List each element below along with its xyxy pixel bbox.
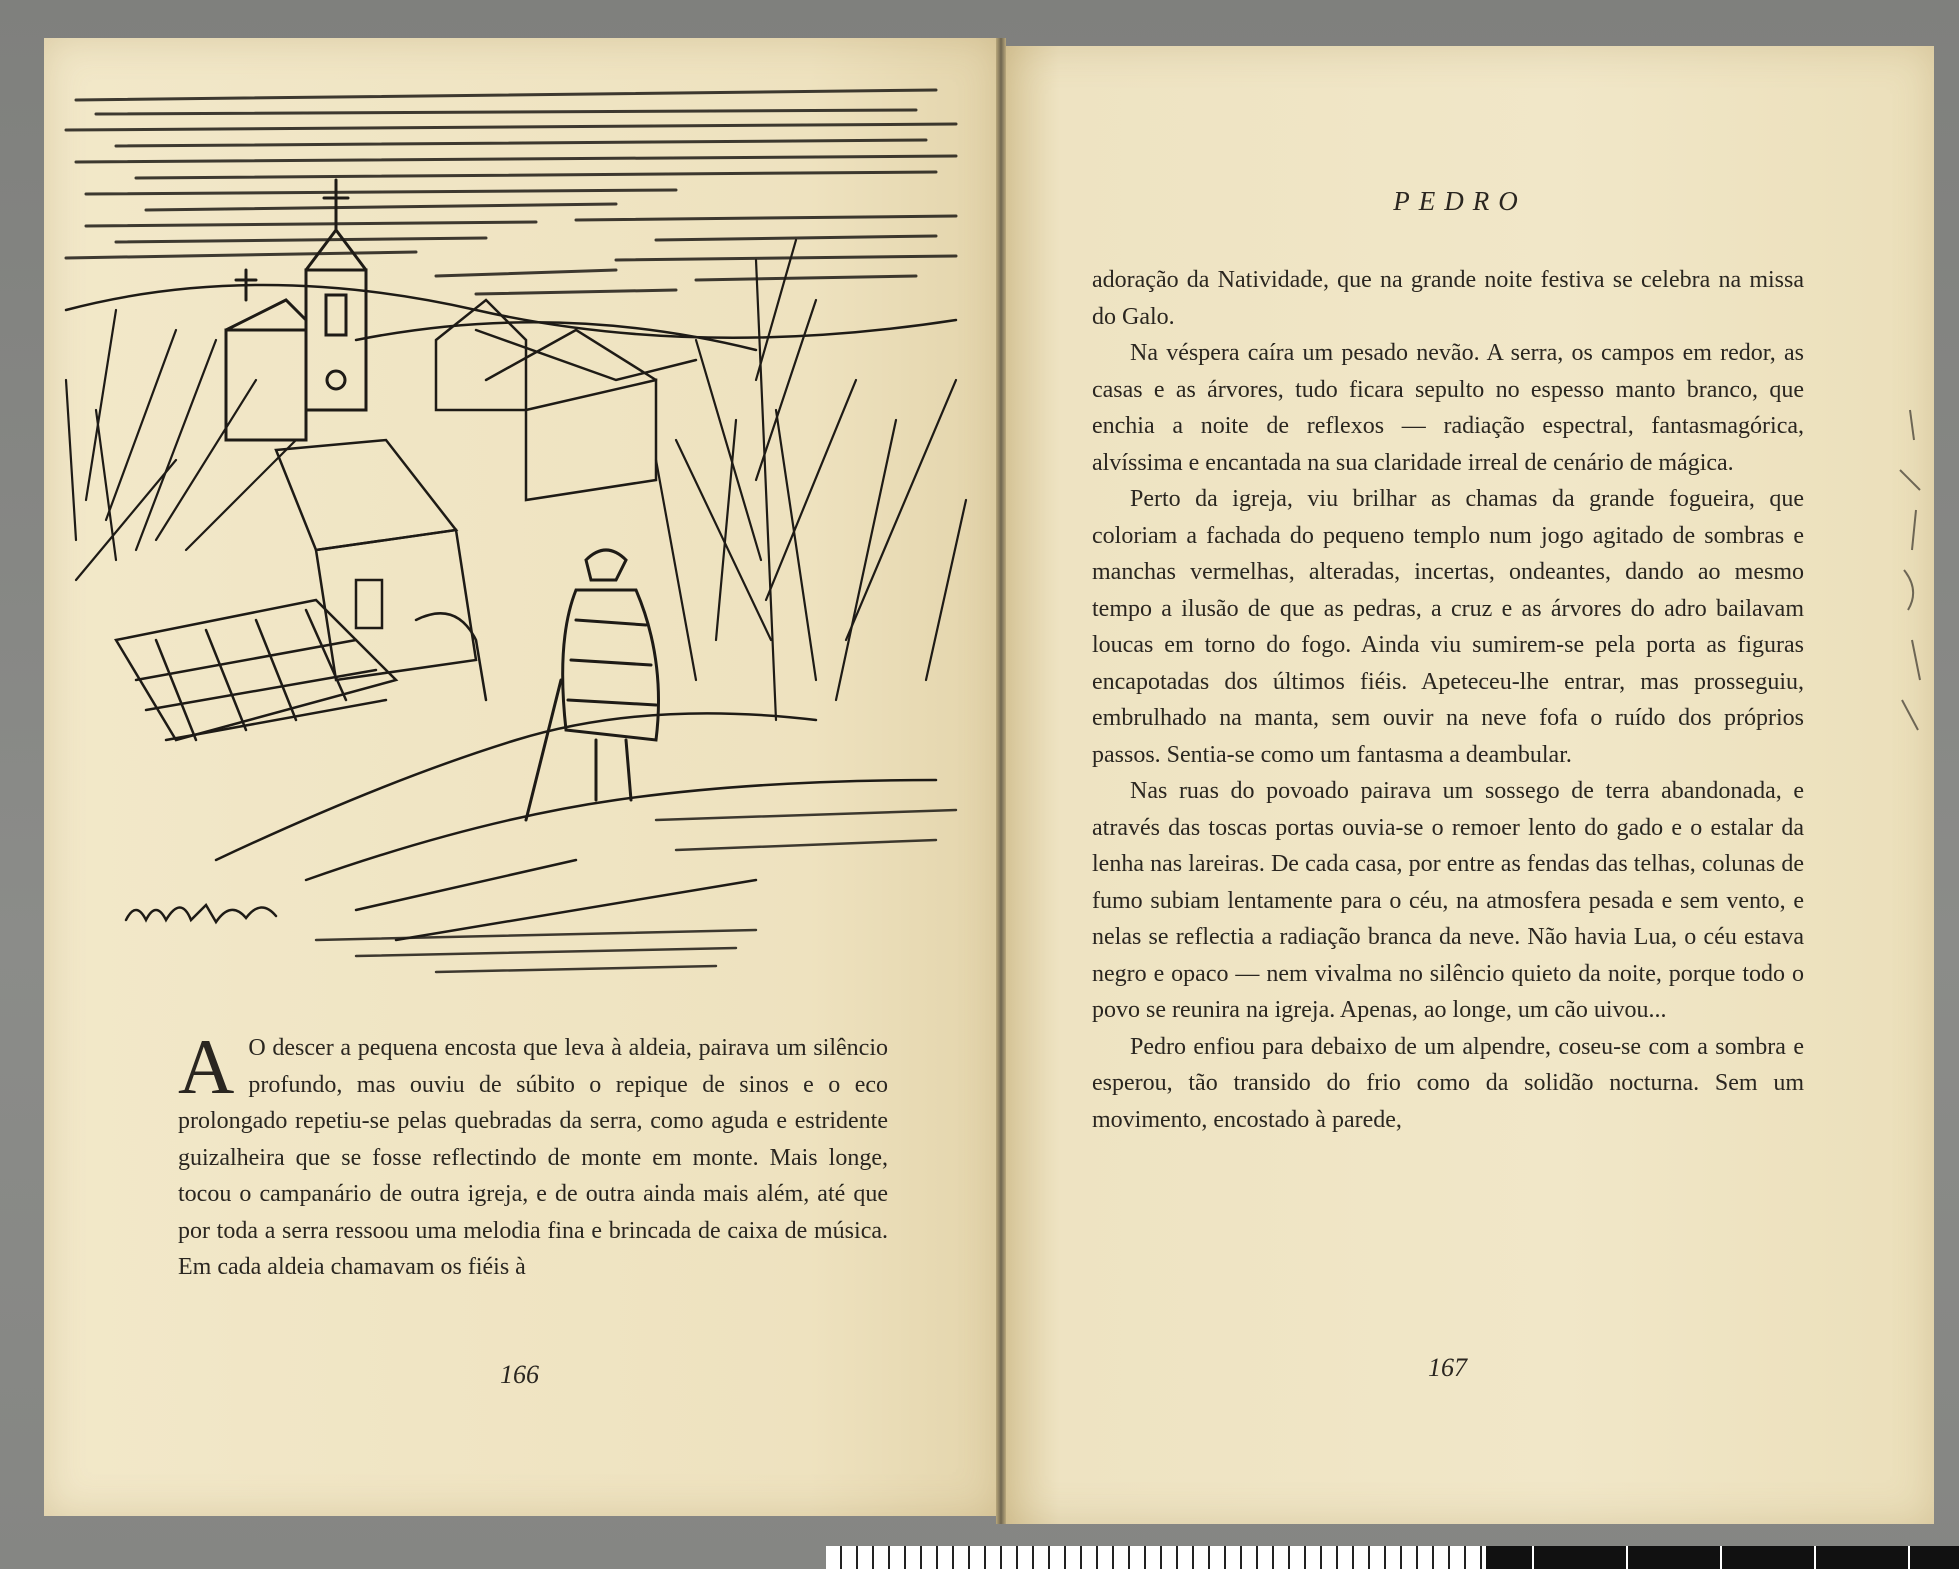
right-page-text xyxy=(1092,262,1804,1138)
village-sketch-illustration xyxy=(56,80,986,980)
running-head: PEDRO xyxy=(1393,186,1527,216)
right-paragraph-1: adoração da Natividade, que na grande noite festiva se celebra na missa do Galo. xyxy=(1092,267,1804,330)
right-paragraph-2: Na véspera caíra um pesado nevão. A serra, os campos em redor, as casas e as árvores, tudo ficara sepulto no espesso manto branco, que enchia a noite de reflexos — radiação espectral, fantasmagórica, alvíssima e encantada na sua claridade irreal de cenário de mágica. xyxy=(1092,340,1804,476)
scale-bar-dark-section xyxy=(1486,1546,1959,1569)
page-number-left: 166 xyxy=(500,1360,539,1389)
page-number-right: 167 xyxy=(1428,1353,1467,1382)
church-sketch xyxy=(226,180,366,440)
right-paragraph-4: Nas ruas do povoado pairava um sossego de terra abandonada, e através das toscas portas ouvia-se o remoer lento do gado e o estalar da lenha nas lareiras. De cada casa, por entre as fendas das telhas, colunas de fumo subiam lentamente para o céu, na atmosfera pesada e sem vento, e nelas se reflectia a radiação branca da neve. Não havia Lua, o céu estava negro e opaco — nem vivalma no silêncio quieto da noite, porque todo o povo se reunira na igreja. Apenas, ao longe, um cão uivou... xyxy=(1092,778,1804,1023)
right-paragraph-3: Perto da igreja, viu brilhar as chamas da grande fogueira, que coloriam a fachada do pequeno templo num jogo agitado de sombras e manchas vermelhas, alteradas, incertas, ondeantes, dando ao mesmo tempo a ilusão de que as pedras, a cruz e as árvores do adro bailavam loucas em torno do fogo. Ainda viu sumirem-se pela porta as figuras encapotadas dos últimos fiéis. Apeteceu-lhe entrar, mas prosseguiu, embrulhado na manta, sem ouvir na neve fofa o ruído dos próprios passos. Sentia-se como um fantasma a deambular. xyxy=(1092,486,1804,768)
right-paragraph-5: Pedro enfiou para debaixo de um alpendre, coseu-se com a sombra e esperou, tão transido do frio como da solidão nocturna. Sem um movimento, encostado à parede, xyxy=(1092,1033,1804,1133)
bare-trees xyxy=(66,240,966,720)
left-paragraph-text: O descer a pequena encosta que leva à aldeia, pairava um silêncio profundo, mas ouviu de súbito o repique de sinos e o eco prolongado repetiu-se pelas quebradas da serra, como aguda e estridente guizalheira que se fosse reflectindo de monte em monte. Mais longe, tocou o campanário de outra igreja, e de outra ainda mais além, até que por toda a serra ressoou uma melodia fina e brincada de caixa de música. Em cada aldeia chamavam os fiéis à xyxy=(178,1035,888,1280)
cloaked-figure xyxy=(526,550,659,820)
sky-hatching xyxy=(66,90,956,294)
book-gutter xyxy=(996,38,1006,1524)
color-scale-bar xyxy=(826,1546,1959,1569)
drop-cap: A xyxy=(178,1023,235,1110)
ground-hatching xyxy=(316,810,956,972)
bleed-through-marks xyxy=(1890,400,1934,760)
left-page-paragraph xyxy=(178,1023,888,1286)
road xyxy=(216,713,936,940)
artist-signature-mark xyxy=(126,905,276,922)
